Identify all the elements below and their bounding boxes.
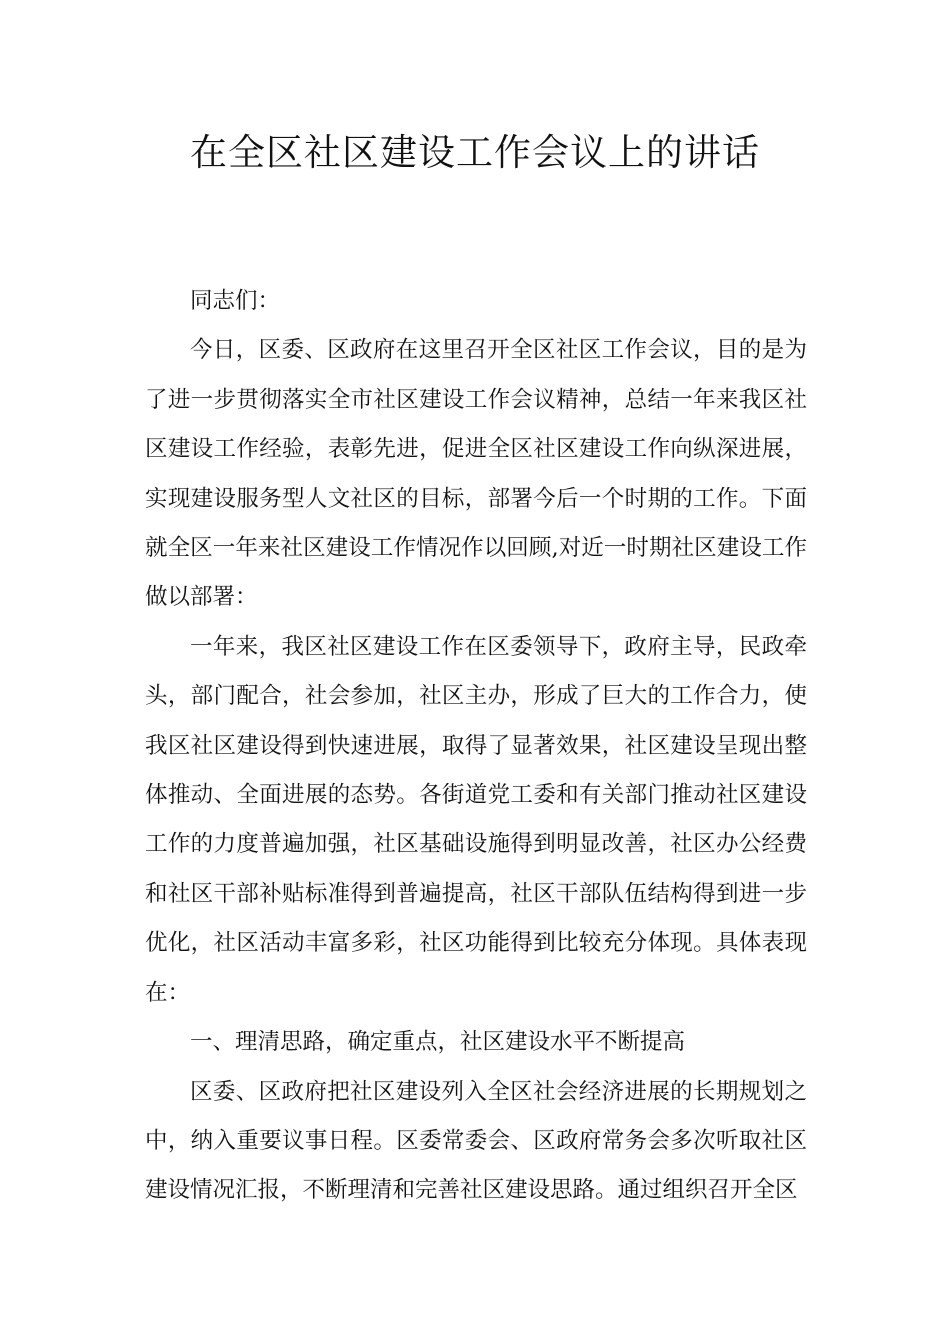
section-heading-1: 一、理清思路，确定重点，社区建设水平不断提高 [190, 1029, 686, 1056]
paragraph-review: 一年来，我区社区建设工作在区委领导下，政府主导，民政牵头，部门配合，社会参加，社区主办，形成了巨大的工作合力，使我区社区建设得到快速进展，取得了显著效果，社区建设呈现出整体推动、全面进展的态势。各街道党工委和有关部门推动社区建设工作的力度普遍加强，社区基础设施得到明显改善，社区办公经费和社区干部补贴标准得到普遍提高，社区干部队伍结构得到进一步优化，社区活动丰富多彩，社区功能得到比较充分体现。具体表现在： [145, 633, 807, 1006]
paragraph-intro: 今日，区委、区政府在这里召开全区社区工作会议，目的是为了进一步贯彻落实全市社区建设工作会议精神，总结一年来我区社区建设工作经验，表彰先进，促进全区社区建设工作向纵深进展，实现建设服务型人文社区的目标，部署今后一个时期的工作。下面就全区一年来社区建设工作情况作以回顾,对近一时期社区建设工作做以部署： [145, 337, 807, 611]
paragraph-salutation: 同志们： [190, 288, 281, 314]
paragraph-section-1: 区委、区政府把社区建设列入全区社会经济进展的长期规划之中，纳入重要议事日程。区委常委会、区政府常务会多次听取社区建设情况汇报，不断理清和完善社区建设思路。通过组织召开全区 [145, 1078, 807, 1204]
document-title: 在全区社区建设工作会议上的讲话 [190, 131, 760, 174]
document-body [145, 277, 807, 1216]
